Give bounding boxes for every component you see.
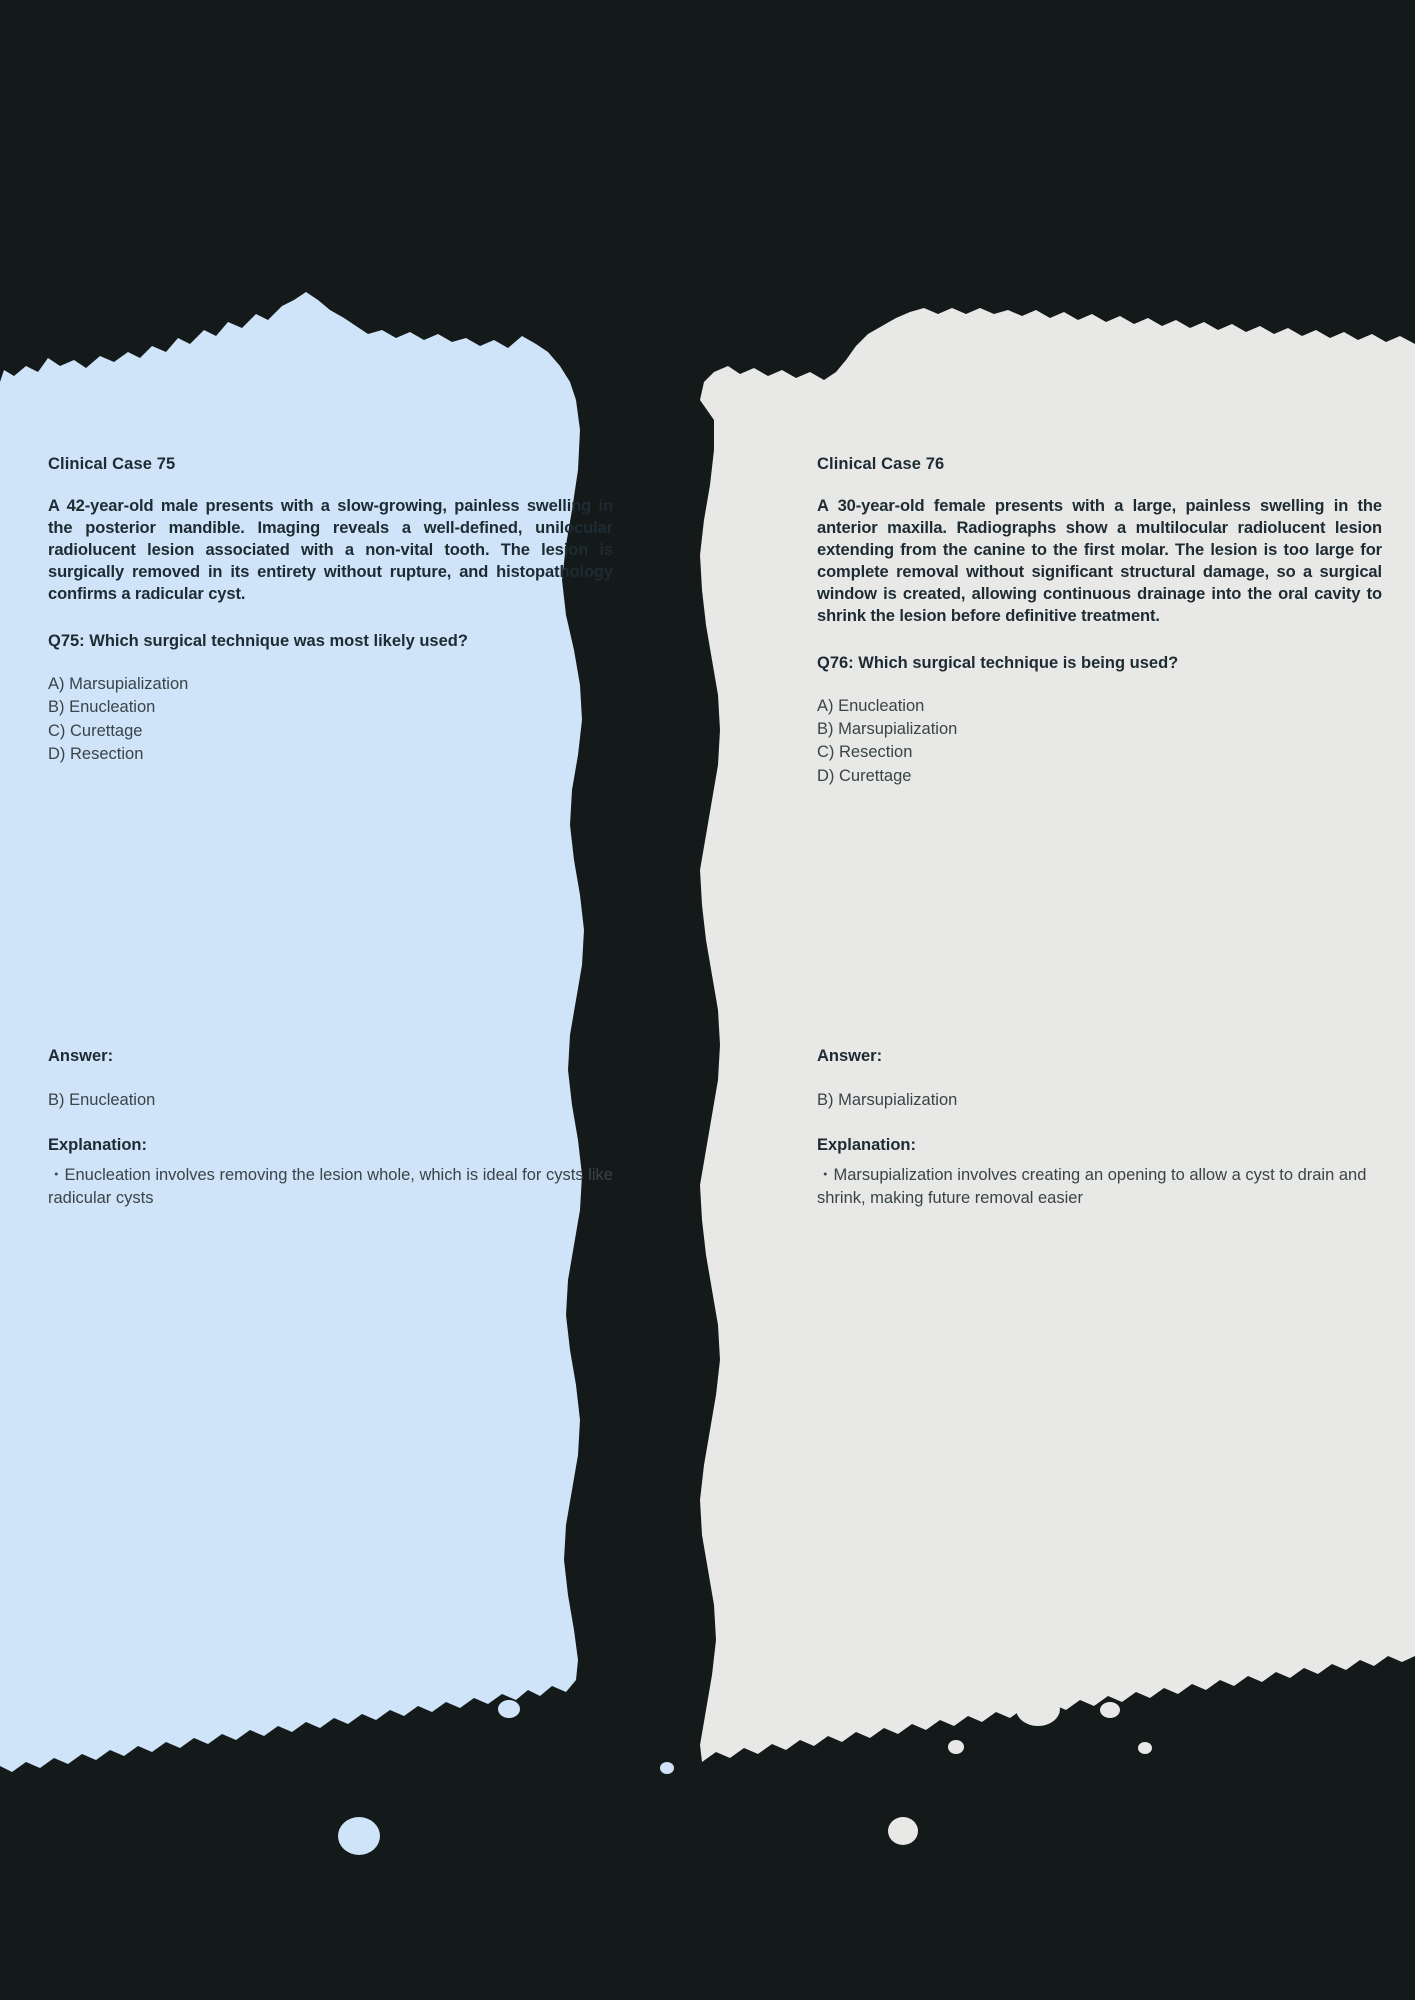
option-d[interactable]: D) Resection xyxy=(48,744,144,763)
option-c[interactable]: C) Resection xyxy=(817,743,913,762)
paper-speck xyxy=(498,1700,520,1718)
answer-label: Answer: xyxy=(817,1047,883,1065)
right-paper-panel xyxy=(700,0,1415,2000)
case-vignette: A 30-year-old female presents with a large, painless swelling in the anterior maxilla. Radiographs show a multilocular radiolucent lesion extending from the canine to the first molar. The lesion is too large for complete removal without significant structural damage, so a surgical window is created, allowing continuous drainage into the oral cavity to shrink the lesion before definitive treatment. xyxy=(817,497,1382,625)
case-76-column xyxy=(817,455,1382,788)
explanation-label: Explanation: xyxy=(817,1136,917,1154)
case-75-column xyxy=(48,455,613,766)
case-question: Q75: Which surgical technique was most likely used? xyxy=(48,631,468,650)
case-title: Clinical Case 75 xyxy=(48,455,176,473)
paper-speck xyxy=(1100,1702,1120,1718)
paper-speck xyxy=(660,1762,674,1774)
option-a[interactable]: A) Marsupialization xyxy=(48,674,189,693)
case-75-answer-block xyxy=(48,1047,613,1210)
paper-speck xyxy=(948,1740,964,1754)
answer-value: B) Marsupialization xyxy=(817,1091,958,1109)
option-b[interactable]: B) Marsupialization xyxy=(817,720,958,739)
paper-speck xyxy=(418,1660,450,1684)
answer-value: B) Enucleation xyxy=(48,1091,156,1109)
explanation-text: ・Enucleation involves removing the lesion whole, which is ideal for cysts like radicular cysts xyxy=(48,1166,613,1207)
option-d[interactable]: D) Curettage xyxy=(817,766,912,785)
explanation-label: Explanation: xyxy=(48,1136,148,1154)
case-title: Clinical Case 76 xyxy=(817,455,945,473)
paper-speck xyxy=(788,1700,806,1714)
right-paper-shape xyxy=(700,0,1415,2000)
answer-label: Answer: xyxy=(48,1047,114,1065)
answer-options xyxy=(817,695,1382,789)
paper-speck xyxy=(338,1817,380,1855)
paper-speck xyxy=(238,1672,264,1692)
option-b[interactable]: B) Enucleation xyxy=(48,698,156,717)
answer-options xyxy=(48,673,613,767)
paper-speck xyxy=(20,1690,38,1706)
option-c[interactable]: C) Curettage xyxy=(48,721,143,740)
case-question: Q76: Which surgical technique is being used? xyxy=(817,653,1179,672)
paper-speck xyxy=(900,1686,924,1704)
explanation-text: ・Marsupialization involves creating an opening to allow a cyst to drain and shrink, making future removal easier xyxy=(817,1166,1367,1207)
paper-speck xyxy=(1016,1692,1060,1726)
paper-speck xyxy=(888,1817,918,1845)
paper-speck xyxy=(122,1702,138,1716)
case-vignette: A 42-year-old male presents with a slow-growing, painless swelling in the posterior mandible. Imaging reveals a well-defined, unilocular radiolucent lesion associated with a non-vital tooth. The lesion is surgically removed in its entirety without rupture, and histopathology confirms a radicular cyst. xyxy=(48,497,613,603)
case-76-answer-block xyxy=(817,1047,1382,1210)
option-a[interactable]: A) Enucleation xyxy=(817,696,925,715)
paper-speck xyxy=(1138,1742,1152,1754)
